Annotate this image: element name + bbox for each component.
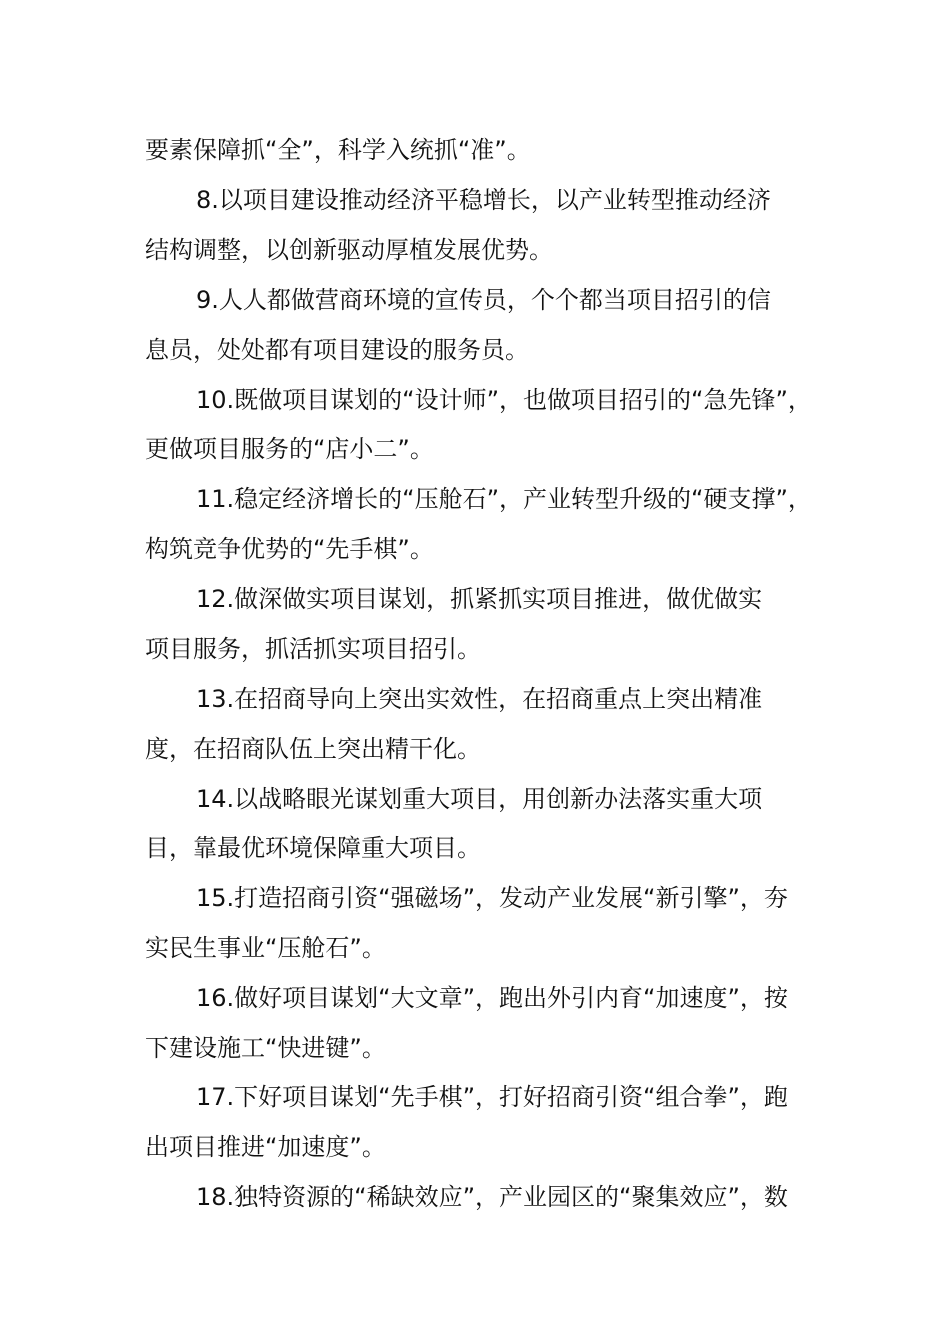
- text-line: 下建设施工“快进键”。: [145, 1034, 386, 1062]
- text-line: 9.人人都做营商环境的宣传员，个个都当项目招引的信: [196, 286, 771, 314]
- text-line: 11.稳定经济增长的“压舱石”，产业转型升级的“硬支撑”，: [196, 485, 812, 513]
- text-line: 14.以战略眼光谋划重大项目，用创新办法落实重大项: [196, 785, 763, 813]
- text-line: 15.打造招商引资“强磁场”，发动产业发展“新引擎”，夯: [196, 884, 788, 912]
- text-line: 度，在招商队伍上突出精干化。: [145, 735, 481, 763]
- text-line: 10.既做项目谋划的“设计师”，也做项目招引的“急先锋”，: [196, 386, 812, 414]
- text-line: 12.做深做实项目谋划，抓紧抓实项目推进，做优做实: [196, 585, 763, 613]
- text-line: 8.以项目建设推动经济平稳增长，以产业转型推动经济: [196, 186, 771, 214]
- text-line: 目，靠最优环境保障重大项目。: [145, 834, 481, 862]
- text-line: 16.做好项目谋划“大文章”，跑出外引内育“加速度”，按: [196, 984, 788, 1012]
- text-line: 17.下好项目谋划“先手棋”，打好招商引资“组合拳”，跑: [196, 1083, 788, 1111]
- text-line: 18.独特资源的“稀缺效应”，产业园区的“聚集效应”，数: [196, 1183, 788, 1211]
- text-line: 项目服务，抓活抓实项目招引。: [145, 635, 481, 663]
- text-line: 构筑竞争优势的“先手棋”。: [145, 535, 434, 563]
- text-line: 要素保障抓“全”，科学入统抓“准”。: [145, 136, 531, 164]
- text-line: 更做项目服务的“店小二”。: [145, 435, 434, 463]
- text-line: 13.在招商导向上突出实效性，在招商重点上突出精准: [196, 685, 763, 713]
- text-line: 出项目推进“加速度”。: [145, 1133, 386, 1161]
- text-line: 结构调整，以创新驱动厚植发展优势。: [145, 236, 553, 264]
- text-line: 实民生事业“压舱石”。: [145, 934, 386, 962]
- text-line: 息员，处处都有项目建设的服务员。: [145, 336, 529, 364]
